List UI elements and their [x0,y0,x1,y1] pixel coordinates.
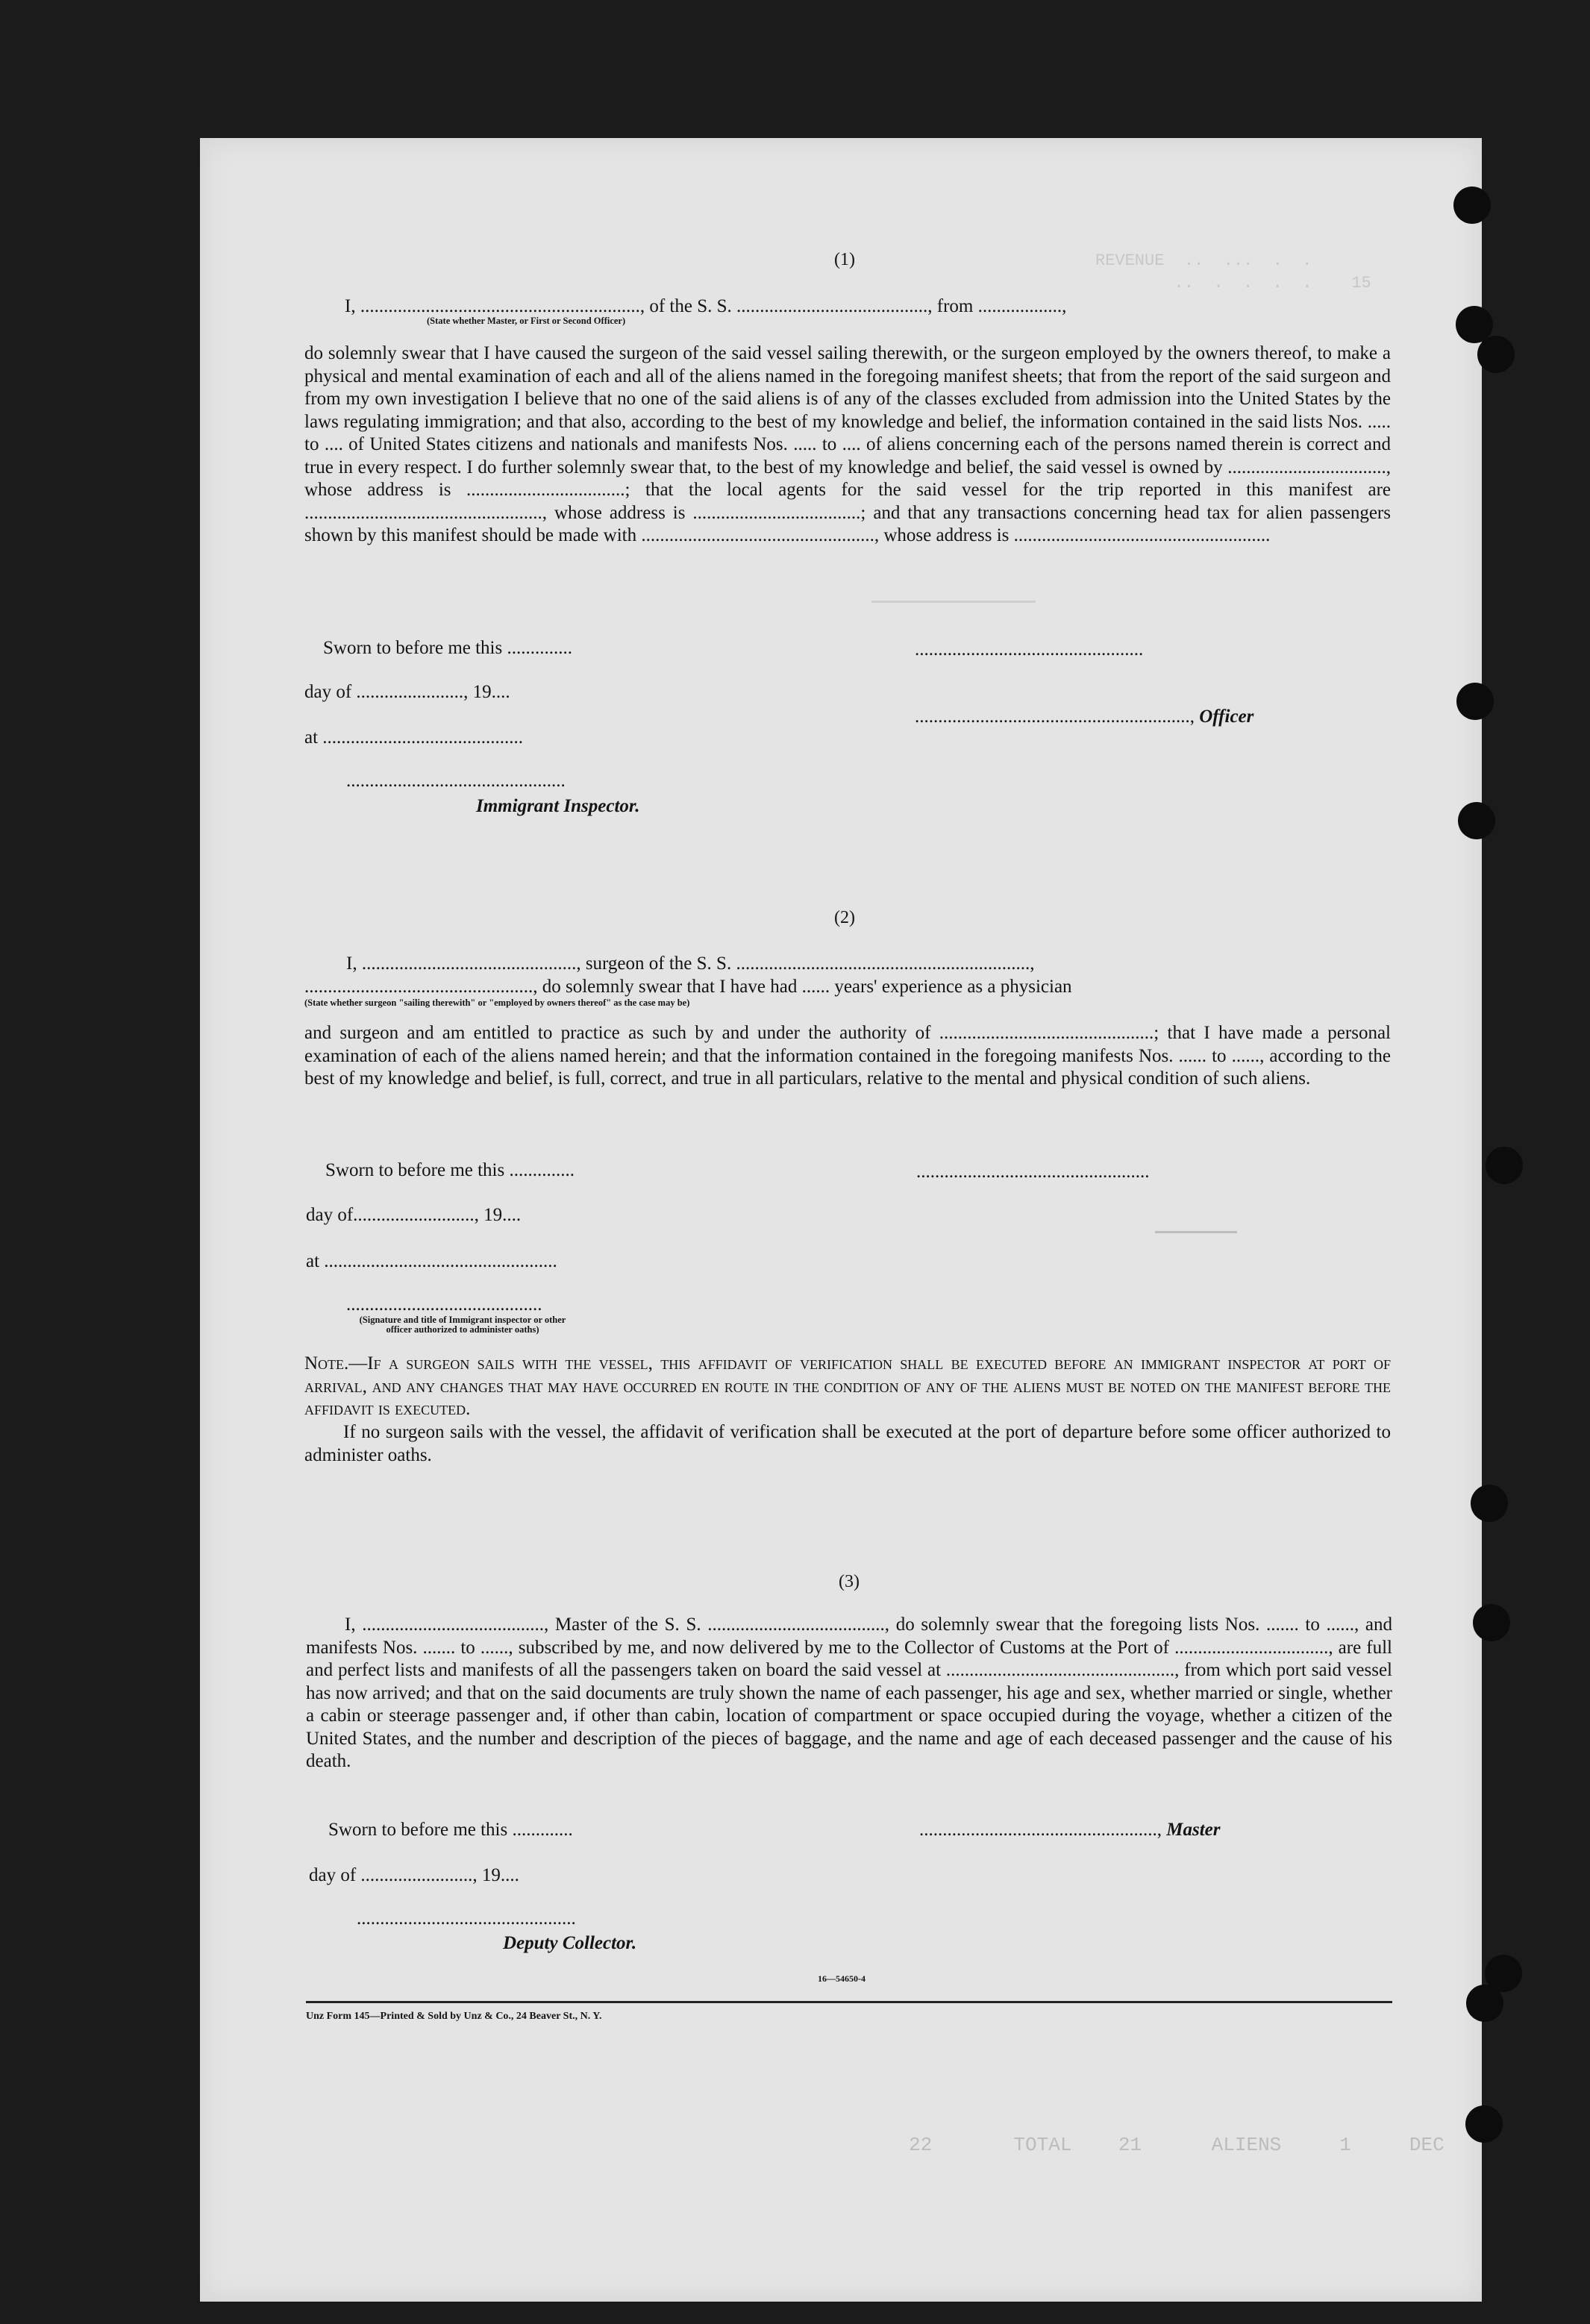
section-1-signature-right: ................................................. [915,639,1144,660]
punch-hole [1477,336,1515,373]
officer-dots: ..........................................................., [915,707,1200,727]
section-1-at: at ........................................... [304,727,524,748]
footer-rule [306,2001,1392,2003]
section-1-day: day of ......................., 19.... [304,682,510,702]
section-2-signature-right: .................................................. [916,1162,1150,1182]
section-2-signature-caption [351,1315,575,1335]
section-2-body: and surgeon and am entitled to practice as such by and under the authority of ..............................................; that I have made a personal examination of each of the aliens named herein; and that the information contained in the foregoing manifests Nos. ...... to ......, according to the best of my knowledge and belief, is full, correct, and true in all particulars, relative to the mental and physical condition of such aliens. [304,1023,1391,1089]
section-2-inspector-dots: .......................................... [346,1294,542,1315]
section-1-inspector-label: Immigrant Inspector. [476,796,640,816]
section-1-caption: (State whether Master, or First or Second Officer) [427,316,626,326]
section-2-note-2 [304,1421,1391,1467]
section-2-at: at .................................................. [306,1251,557,1271]
section-1-officer-line [915,707,1253,727]
form-code: 16—54650-4 [818,1973,866,1984]
section-3-collector-label: Deputy Collector. [503,1933,637,1953]
section-3-sworn: Sworn to before me this ............. [328,1820,573,1840]
punch-hole [1465,2105,1503,2143]
bleed-through-mark [1155,1231,1237,1233]
section-2-first-line: I, .............................................., surgeon of the S. S. ..............................................................., [346,953,1035,974]
form-page [200,138,1482,2302]
section-1-sworn: Sworn to before me this .............. [323,638,572,658]
section-3-collector-dots: ............................................... [357,1908,576,1929]
section-2-second-line: ................................................., do solemnly swear that I have had ...... years' experience as a physician [304,977,1072,997]
section-3-master-line [919,1820,1220,1841]
bleed-through: REVENUE .. ... . . .. . . . . 15 [1095,251,1371,292]
master-label: Master [1166,1820,1221,1840]
signature-caption-text: (Signature and title of Immigrant inspector or other officer authorized to administer oaths) [359,1315,566,1335]
section-3-day: day of ........................, 19.... [309,1865,519,1885]
punch-hole [1458,802,1495,839]
note-text: Note.—If a surgeon sails with the vessel, this affidavit of verification shall be executed before an immigrant inspector at port of arrival, and any changes that may have occurred en route in the condition of any of the aliens must be noted on the manifest before the affidavit is executed. [304,1353,1391,1419]
section-3-body [306,1614,1392,1773]
master-dots: ..................................................., [919,1820,1167,1840]
punch-hole [1473,1604,1510,1641]
printer-footer: Unz Form 145—Printed & Sold by Unz & Co., 24 Beaver St., N. Y. [306,2011,602,2022]
section-1-first-line: I, ............................................................, of the S. S. ........................................., from .................., [345,296,1067,316]
note-2-text: If no surgeon sails with the vessel, the affidavit of verification shall be executed at the port of departure before some officer authorized to administer oaths. [304,1422,1391,1465]
punch-hole [1466,1985,1503,2022]
officer-label: Officer [1199,707,1254,727]
bleed-through-bottom: 22 TOTAL 21 ALIENS 1 DEC [909,2134,1445,2156]
section-2-sworn: Sworn to before me this .............. [325,1160,575,1180]
section-3-body-text: I, ......................................., Master of the S. S. ......................................, do solemnly swear that the foregoing lists Nos. ....... to ......, and manifests Nos. ....... to ......, subscribed by me, and now delivered by me to the Collector of Customs at the Port of ................................., are full and perfect lists and manifests of all the passengers taken on board the said vessel at ................................................., from which port said vessel has now arrived; and that on the said documents are truly shown the name of each passenger, his age and sex, whether married or single, whether a cabin or steerage passenger and, if other than cabin, location of compartment or space occupied during the voyage, whether a citizen of the United States, and the number and description of the pieces of baggage, and the name and age of each deceased passenger and the cause of his death. [306,1614,1392,1771]
punch-hole [1471,1485,1508,1522]
section-1-number: (1) [834,250,855,269]
section-3-number: (3) [839,1572,860,1591]
section-1-body: do solemnly swear that I have caused the surgeon of the said vessel sailing therewith, or the surgeon employed by the owners thereof, to make a physical and mental examination of each and all of the aliens named in the foregoing manifest sheets; that from the report of the said surgeon and from my own investigation I believe that no one of the said aliens is of any of the classes excluded from admission into the United States by the laws regulating immigration; and that also, according to the best of my knowledge and belief, the information contained in the said lists Nos. ..... to .... of United States citizens and nationals and manifests Nos. ..... to .... of aliens concerning each of the persons named therein is correct and true in every respect. I do further solemnly swear that, to the best of my knowledge and belief, the said vessel is owned by .................................., whose address is ..................................; that the local agents for the said vessel for the trip reported in this manifest are ..................................................., whose address is ....................................; and that any transactions concerning head tax for alien passengers shown by this manifest should be made with .................................................., whose address is ....................................................... [304,343,1391,545]
bleed-through-mark [871,601,1036,603]
section-2-day: day of.........................., 19.... [306,1205,522,1225]
punch-hole [1486,1147,1523,1184]
punch-hole [1456,683,1494,720]
section-2-number: (2) [834,908,855,927]
punch-hole [1453,187,1491,224]
section-2-caption: (State whether surgeon "sailing therewith" or "employed by owners thereof" as the case may be) [304,997,690,1008]
section-2-note [304,1353,1391,1421]
section-1-inspector-dots: ............................................... [346,771,566,791]
